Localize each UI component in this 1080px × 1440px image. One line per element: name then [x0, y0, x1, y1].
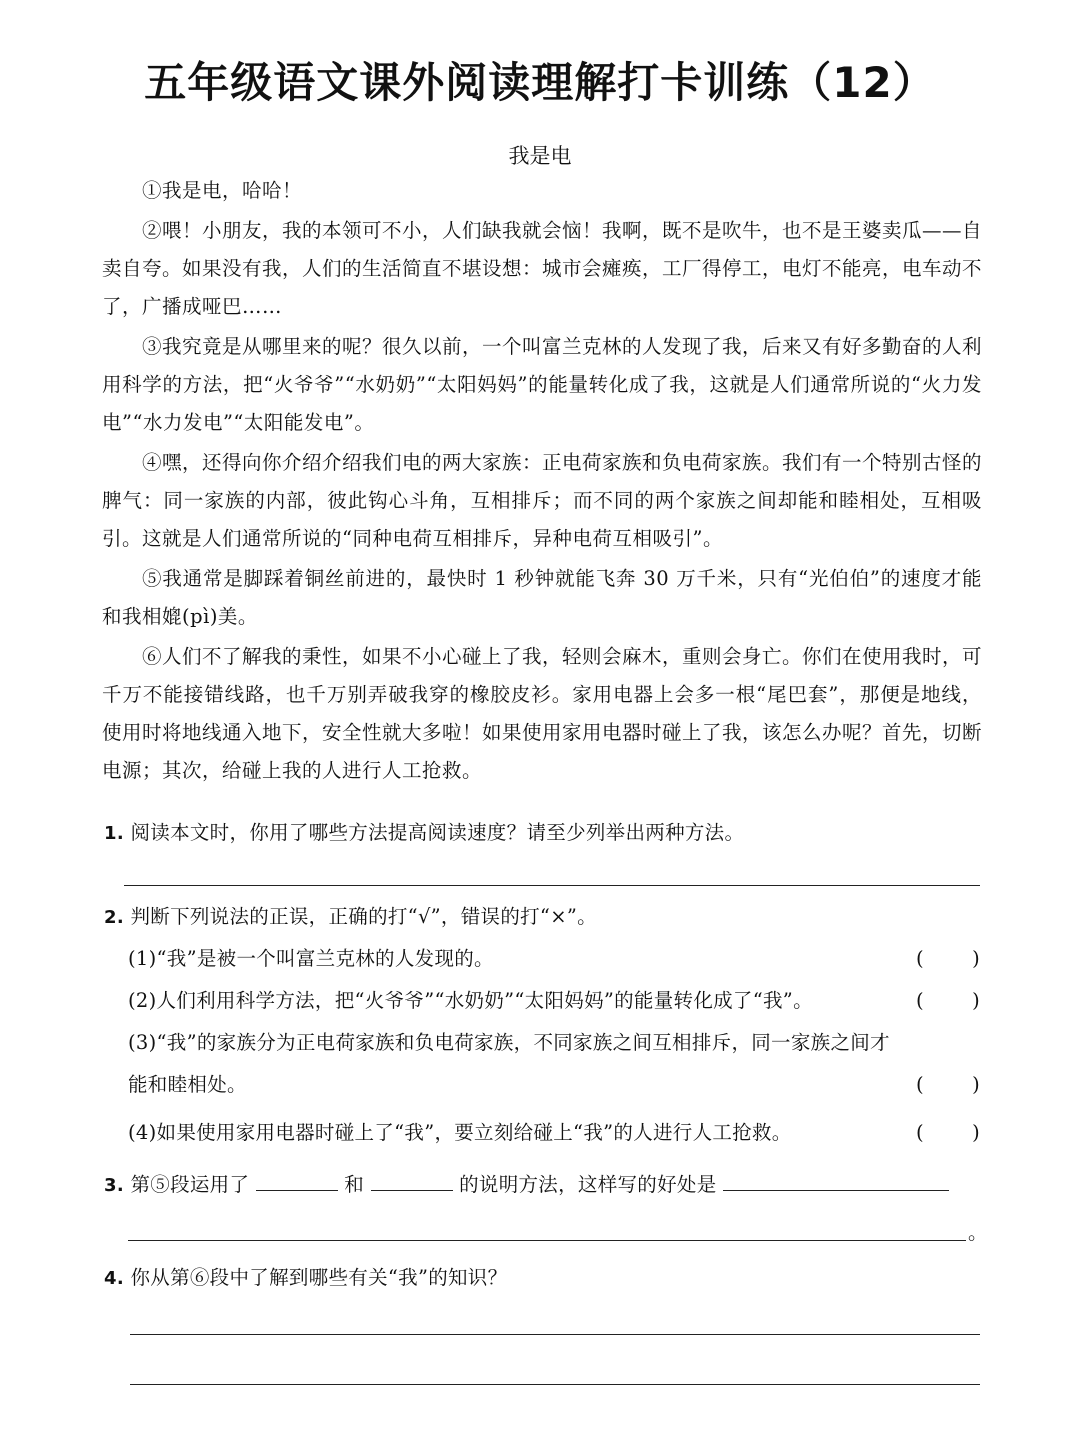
- paragraph-4: ④嘿，还得向你介绍介绍我们电的两大家族：正电荷家族和负电荷家族。我们有一个特别古怪的脾气：同一家族的内部，彼此钩心斗角，互相排斥；而不同的两个家族之间却能和睦相处，互相吸引。这就是人们通常所说的“同种电荷互相排斥，异种电荷互相吸引”。: [102, 451, 983, 550]
- paren-open: (: [916, 989, 924, 1012]
- paragraph-6: ⑥人们不了解我的秉性，如果不小心碰上了我，轻则会麻木，重则会身亡。你们在使用我时，可千万不能接错线路，也千万别弄破我穿的橡胶皮衫。家用电器上会多一根“尾巴套”，那便是地线，使用时将地线通入地下，安全性就大多啦！如果使用家用电器时碰上了我，该怎么办呢？首先，切断电源；其次，给碰上我的人进行人工抢救。: [102, 645, 983, 782]
- paragraph-3: ③我究竟是从哪里来的呢？很久以前，一个叫富兰克林的人发现了我，后来又有好多勤奋的人利用科学的方法，把“火爷爷”“水奶奶”“太阳妈妈”的能量转化成了我，这就是人们通常所说的“火力发电”“水力发电”“太阳能发电”。: [102, 335, 983, 434]
- question-3: [104, 1166, 984, 1201]
- paren-close: ): [972, 1121, 980, 1144]
- question-1-text: 阅读本文时，你用了哪些方法提高阅读速度？请至少列举出两种方法。: [130, 821, 745, 844]
- question-3-text-3: 的说明方法，这样写的好处是: [459, 1173, 717, 1196]
- judge-item-3-text-cont: 能和睦相处。: [128, 1073, 247, 1096]
- judge-item-2: [128, 980, 980, 1022]
- answer-line-q3[interactable]: [128, 1240, 966, 1241]
- paragraph-2: ②喂！小朋友，我的本领可不小，人们缺我就会恼！我啊，既不是吹牛，也不是王婆卖瓜——自卖自夸。如果没有我，人们的生活简直不堪设想：城市会瘫痪，工厂得停工，电灯不能亮，电车动不了，广播成哑巴……: [102, 219, 983, 318]
- paren-open: (: [916, 947, 924, 970]
- judge-item-1: [128, 938, 980, 980]
- question-2-text: 判断下列说法的正误，正确的打“√”，错误的打“×”。: [130, 905, 597, 928]
- answer-line-q4-1[interactable]: [130, 1334, 980, 1335]
- judge-answer-box-3[interactable]: [916, 1064, 980, 1106]
- question-4-text: 你从第⑥段中了解到哪些有关“我”的知识？: [130, 1266, 508, 1289]
- fill-blank-method-2[interactable]: [371, 1166, 453, 1191]
- judge-answer-box-4[interactable]: [916, 1112, 980, 1154]
- judge-item-2-text: (2)人们利用科学方法，把“火爷爷”“水奶奶”“太阳妈妈”的能量转化成了“我”。: [128, 989, 813, 1012]
- paren-open: (: [916, 1121, 924, 1144]
- judge-answer-box-2[interactable]: [916, 980, 980, 1022]
- question-2: [104, 902, 984, 933]
- judge-item-3-cont: [128, 1064, 980, 1106]
- article-title: 我是电: [508, 144, 572, 168]
- paren-open: (: [916, 1073, 924, 1096]
- question-2-number: 2.: [104, 907, 124, 928]
- article-body: [102, 172, 982, 792]
- judge-item-4: [128, 1112, 980, 1154]
- question-1: [104, 818, 984, 849]
- judge-item-1-text: (1)“我”是被一个叫富兰克林的人发现的。: [128, 947, 494, 970]
- judge-answer-box-1[interactable]: [916, 938, 980, 980]
- paren-close: ): [972, 989, 980, 1012]
- paren-close: ): [972, 1073, 980, 1096]
- paragraph-1: ①我是电，哈哈！: [142, 179, 303, 202]
- question-3-end: 。: [968, 1221, 988, 1244]
- judge-item-4-text: (4)如果使用家用电器时碰上了“我”，要立刻给碰上“我”的人进行人工抢救。: [128, 1121, 792, 1144]
- paren-close: ): [972, 947, 980, 970]
- fill-blank-benefit[interactable]: [723, 1166, 949, 1191]
- question-4: [104, 1263, 984, 1294]
- question-3-text-2: 和: [344, 1173, 365, 1196]
- answer-line-q4-2[interactable]: [130, 1384, 980, 1385]
- question-3-number: 3.: [104, 1175, 124, 1196]
- question-4-number: 4.: [104, 1268, 124, 1289]
- paragraph-5: ⑤我通常是脚踩着铜丝前进的，最快时 1 秒钟就能飞奔 30 万千米，只有“光伯伯”的速度才能和我相媲(pì)美。: [102, 567, 982, 628]
- fill-blank-method-1[interactable]: [256, 1166, 338, 1191]
- judge-item-3-text: (3)“我”的家族分为正电荷家族和负电荷家族，不同家族之间互相排斥，同一家族之间才: [128, 1031, 890, 1054]
- answer-line-q1[interactable]: [124, 885, 980, 886]
- question-1-number: 1.: [104, 823, 124, 844]
- page-title: 五年级语文课外阅读理解打卡训练（12）: [144, 58, 936, 107]
- question-3-text-1: 第⑤段运用了: [130, 1173, 250, 1196]
- judge-item-3: [128, 1022, 980, 1064]
